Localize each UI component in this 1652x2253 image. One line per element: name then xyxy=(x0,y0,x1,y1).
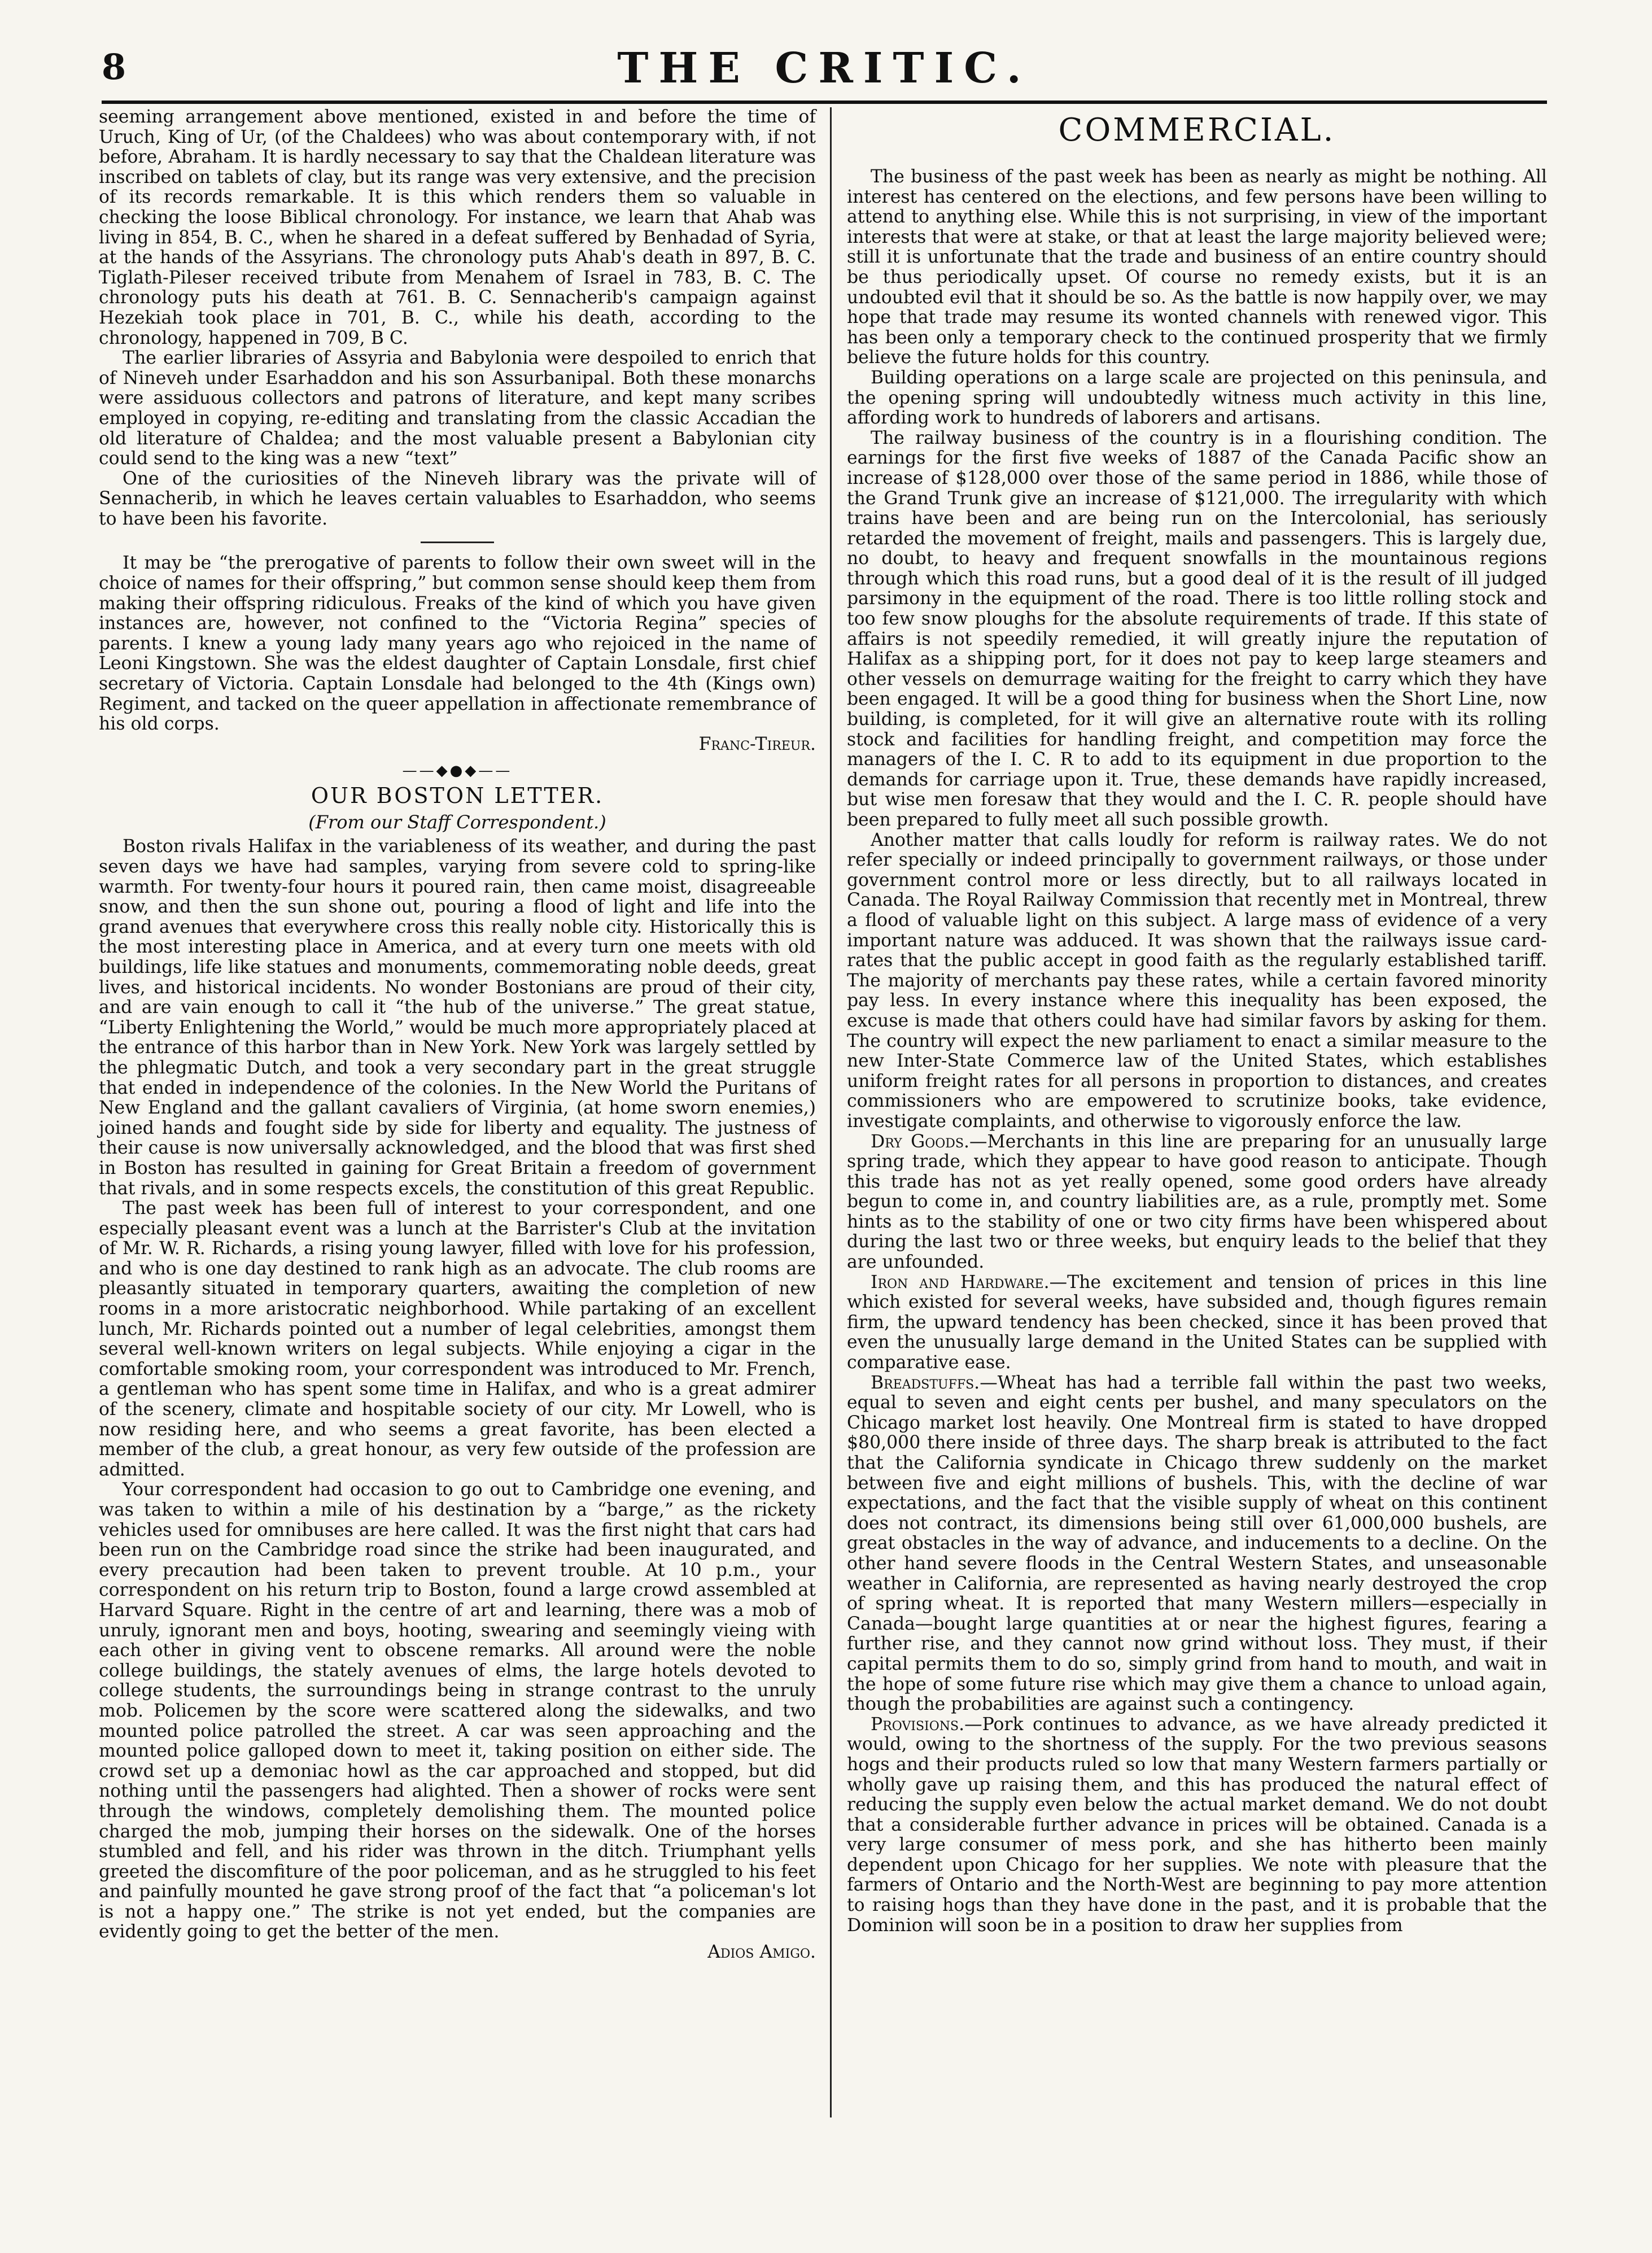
masthead-rule xyxy=(102,101,1547,104)
breadstuffs-label: Breadstuffs. xyxy=(871,1372,980,1393)
provisions-paragraph xyxy=(847,1715,1547,1936)
iron-hardware-label: Iron and Hardware. xyxy=(871,1272,1050,1293)
left-column xyxy=(99,107,816,1963)
iron-hardware-text: —The excitement and tension of prices in this line which existed for several weeks, have subsided and, though figures remain firm, the upward tendency has been checked, since it has been proved that even the unusually large demand in the United States can be supplied with comparative ease. xyxy=(847,1272,1548,1373)
commercial-paragraph-1: The business of the past week has been as nearly as might be nothing. All interest has centered on the elections, and few persons have been willing to attend to anything else. While this is not surprising, in view of the important interests that were at stake, or that at least the large majority believed were; still it is unfortunate that the trade and business of an entire country should be thus periodically upset. Of course no remedy exists, but it is an undoubted evil that it should be so. As the battle is now happily over, we may hope that trade may resume its wonted channels with renewed vigor. This has been only a temporary check to the continued prosperity that we firmly believe the future holds for this country. xyxy=(847,167,1547,368)
dry-goods-text: —Merchants in this line are preparing for an unusually large spring trade, which they appear to have good reason to anticipate. Though this trade has not as yet really opened, some good orders have already begun to come in, and country liabilities are, as a rule, promptly met. Some hints as to the stability of one or two city firms have been whispered about during the last two or three weeks, but enquiry leads to the belief that they are unfounded. xyxy=(847,1131,1547,1273)
signature-franc-tireur: Franc-Tireur. xyxy=(698,733,816,754)
dry-goods-paragraph xyxy=(847,1132,1547,1273)
commercial-paragraph-3: The railway business of the country is in a flourishing condition. The earnings for the first five weeks of 1887 of the Canada Pacific show an increase of $128,000 over those of the same period in 1886, while those of the Grand Trunk give an increase of $121,000. The irregularity with which trains have been and are being run on the Intercolonial, has seriously retarded the movement of freight, mails and passengers. This is largely due, no doubt, to heavy and frequent snowfalls in the mountainous regions through which this road runs, but a good deal of it is the result of ill judged parsimony in the equipment of the road. There is too little rolling stock and too few snow ploughs for the absolute requirements of trade. If this state of affairs is not speedily remedied, it will greatly injure the reputation of Halifax as a shipping port, for it does not pay to keep large steamers and other vessels on demurrage waiting for the freight to carry which they have been engaged. It will be a good thing for business when the Short Line, now building, is completed, for it will give an alternative route with its rolling stock and facilities for handling freight, and competition may force the managers of the I. C. R to add to its equipment in due proportion to the demands for carriage upon it. True, these demands have rapidly increased, but wise men foresaw that they would and the I. C. R. people should have been prepared to fully meet all such possible growth. xyxy=(847,427,1547,830)
boston-paragraph-3: Your correspondent had occasion to go out to Cambridge one evening, and was taken to within a mile of his destination by a “barge,” as the rickety vehicles used for omnibuses are here called. It was the first night that cars had been run on the Cambridge road since the strike had been inaugurated, and every precaution had been taken to prevent trouble. At 10 p.m., your correspondent on his return trip to Boston, found a large crowd assembled at Harvard Square. Right in the centre of art and learning, there was a mob of unruly, ignorant men and boys, hooting, swearing and seemingly vieing with each other in giving vent to obscene remarks. All around were the noble college buildings, the stately avenues of elms, the large hotels devoted to college students, the surroundings being in strange contrast to the unruly mob. Policemen by the score were scattered along the sidewalks, and two mounted police patrolled the street. A car was seen approaching and the mounted police galloped down to meet it, taking position on either side. The crowd set up a demoniac howl as the car approached and stopped, but did nothing until the passengers had alighted. Then a shower of rocks were sent through the windows, completely demolishing them. The mounted police charged the mob, jumping their horses on the sidewalk. One of the horses stumbled and fell, and his rider was thrown in the ditch. Triumphant yells greeted the discomfiture of the poor policeman, and as he struggled to his feet and painfully mounted he gave strong proof of the fact that “a policeman's lot is not a happy one.” The strike is not yet ended, but the companies are evidently going to get the better of the men. xyxy=(99,1479,816,1942)
page-number: 8 xyxy=(102,46,126,88)
masthead xyxy=(102,40,1547,102)
boston-paragraph-2: The past week has been full of interest to your correspondent, and one especially pleasant event was a lunch at the Barrister's Club at the invitation of Mr. W. R. Richards, a rising young lawyer, filled with love for his profession, and who is one day destined to rank high as an advocate. The club rooms are pleasantly situated in temporary quarters, awaiting the completion of new rooms in a more aristocratic neighborhood. While partaking of an excellent lunch, Mr. Richards pointed out a number of legal celebrities, amongst them several well-known writers on legal subjects. While enjoying a cigar in the comfortable smoking room, your correspondent was introduced to Mr. French, a gentleman who has spent some time in Halifax, and who is a great admirer of the scenery, climate and hospitable society of our city. Mr Lowell, who is now residing here, and who seems a great favorite, has been elected a member of the club, a great honour, as very few outside of the profession are admitted. xyxy=(99,1198,816,1480)
ornamental-rule: ——◆●◆—— xyxy=(402,762,513,780)
journal-title: THE CRITIC. xyxy=(617,44,1032,93)
boston-letter-heading: OUR BOSTON LETTER. xyxy=(311,783,604,809)
commercial-heading: COMMERCIAL. xyxy=(1058,112,1336,149)
dry-goods-label: Dry Goods. xyxy=(871,1131,970,1152)
right-column xyxy=(847,107,1547,1936)
iron-hardware-paragraph xyxy=(847,1273,1547,1373)
chaldean-paragraph-3: One of the curiosities of the Nineveh library was the private will of Sennacherib, in which he leaves certain valuables to Esarhaddon, who seems to have been his favorite. xyxy=(99,468,816,529)
column-divider xyxy=(830,107,832,2117)
chaldean-paragraph-2: The earlier libraries of Assyria and Babylonia were despoiled to enrich that of Nineveh under Esarhaddon and his son Assurbanipal. Both these monarchs were assiduous collectors and patrons of literature, and kept many scribes employed in copying, re-editing and translating from the classic Accadian the old literature of Chaldea; and the most valuable present a Babylonian city could send to the king was a new “text” xyxy=(99,348,816,469)
boston-letter-subheading: (From our Staff Correspondent.) xyxy=(308,811,606,833)
breadstuffs-text: —Wheat has had a terrible fall within the past two weeks, equal to seven and eight cents per bushel, and many speculators on the Chicago market lost heavily. One Montreal firm is stated to have dropped $80,000 there inside of three days. The sharp break is attributed to the fact that the California syndicate in Chicago threw suddenly on the market between five and eight millions of bushels. This, with the decline of war expectations, and the fact that the visible supply of wheat on this continent does not contract, its dimensions being still over 61,000,000 bushels, are great obstacles in the way of advance, and inducements to a decline. On the other hand severe floods in the Central Western States, and unseasonable weather in California, are represented as having nearly destroyed the crop of spring wheat. It is reported that many Western millers—especially in Canada—bought large quantities at or near the highest figures, fearing a further rise, and they cannot now grind without loss. They must, if their capital permits them to do so, simply grind from hand to mouth, and wait in the hope of some future rise which may give them a chance to unload again, though the probabilities are against such a contingency. xyxy=(847,1372,1547,1715)
commercial-paragraph-2: Building operations on a large scale are projected on this peninsula, and the opening spring will undoubtedly witness much activity in this line, affording work to hundreds of laborers and artisans. xyxy=(847,367,1547,429)
provisions-text: —Pork continues to advance, as we have already predicted it would, owing to the shortness of the supply. For the two previous seasons hogs and their products ruled so low that many Western farmers partially or wholly gave up raising them, and this has produced the natural effect of reducing the supply even below the actual market demand. We do not doubt that a considerable further advance in prices will be obtained. Canada is a very large consumer of mess pork, and she has hitherto been mainly dependent upon Chicago for her supplies. We note with pleasure that the farmers of Ontario and the North-West are beginning to pay more attention to raising hogs than they have done in the past, and it is probable that the Dominion will soon be in a position to draw her supplies from xyxy=(847,1714,1547,1936)
boston-paragraph-1: Boston rivals Halifax in the variableness of its weather, and during the past seven days we have had samples, varying from severe cold to spring-like warmth. For twenty-four hours it poured rain, then came moist, disagreeable snow, and then the sun shone out, pouring a flood of light and life into the grand avenues that everywhere cross this really noble city. Historically this is the most interesting place in America, and at every turn one meets with old buildings, life like statues and monuments, commemorating noble deeds, great lives, and historical incidents. No wonder Bostonians are proud of their city, and are vain enough to call it “the hub of the universe.” The great statue, “Liberty Enlightening the World,” would be much more appropriately placed at the entrance of this harbor than in New York. New York was largely settled by the phlegmatic Dutch, and took a very secondary part in the great struggle that ended in independence of the colonies. In the New World the Puritans of New England and the gallant cavaliers of Virginia, (at home sworn enemies,) joined hands and fought side by side for liberty and equality. The justness of their cause is now universally acknowledged, and the blood that was first shed in Boston has resulted in gaining for Great Britain a freedom of government that rivals, and in some respects excels, the constitution of this great Republic. xyxy=(99,836,816,1199)
signature-adios-amigo: Adios Amigo. xyxy=(707,1942,816,1963)
commercial-paragraph-4: Another matter that calls loudly for reform is railway rates. We do not refer specially or indeed principally to government railways, or those under government control more or less directly, but to all railways located in Canada. The Royal Railway Commission that recently met in Montreal, threw a flood of valuable light on this subject. A large mass of evidence of a very important nature was adduced. It was shown that the railways issue card-rates that the public accept in good faith as the regularly established tariff. The majority of merchants pay these rates, while a certain favored minority pay less. In every instance where this inequality has been exposed, the excuse is made that others could have had similar favors by asking for them. The country will expect the new parliament to enact a similar measure to the new Inter-State Commerce law of the United States, which establishes uniform freight rates for all persons in proportion to distances, and creates commissioners who are empowered to scrutinize books, take evidence, investigate complaints, and otherwise to vigorously enforce the law. xyxy=(847,829,1547,1132)
section-rule xyxy=(421,542,494,543)
chaldean-paragraph-1: seeming arrangement above mentioned, existed in and before the time of Uruch, King of Ur, (of the Chaldees) who was about contemporary with, if not before, Abraham. It is hardly necessary to say that the Chaldean literature was inscribed on tablets of clay, but its range was very extensive, and the precision of its records remarkable. It is this which renders them so valuable in checking the loose Biblical chronology. For instance, we learn that Ahab was living in 854, B. C., when he shared in a defeat suffered by Benhadad of Syria, at the hands of the Assyrians. The chronology puts Ahab's death in 897, B. C. Tiglath-Pileser received tribute from Menahem of Israel in 783, B. C. The chronology puts his death at 761. B. C. Sennacherib's campaign against Hezekiah took place in 701, B. C., while his death, according to the chronology, happened in 709, B C. xyxy=(99,107,816,348)
names-paragraph: It may be “the prerogative of parents to follow their own sweet will in the choice of names for their offspring,” but common sense should keep them from making their offspring ridiculous. Freaks of the kind of which you have given instances are, however, not confined to the “Victoria Regina” species of parents. I knew a young lady many years ago who rejoiced in the name of Leoni Kingstown. She was the eldest daughter of Captain Lonsdale, first chief secretary of Victoria. Captain Lonsdale had belonged to the 4th (Kings own) Regiment, and tacked on the queer appellation in affectionate remembrance of his old corps. xyxy=(99,553,816,735)
provisions-label: Provisions. xyxy=(871,1714,965,1735)
breadstuffs-paragraph xyxy=(847,1373,1547,1715)
